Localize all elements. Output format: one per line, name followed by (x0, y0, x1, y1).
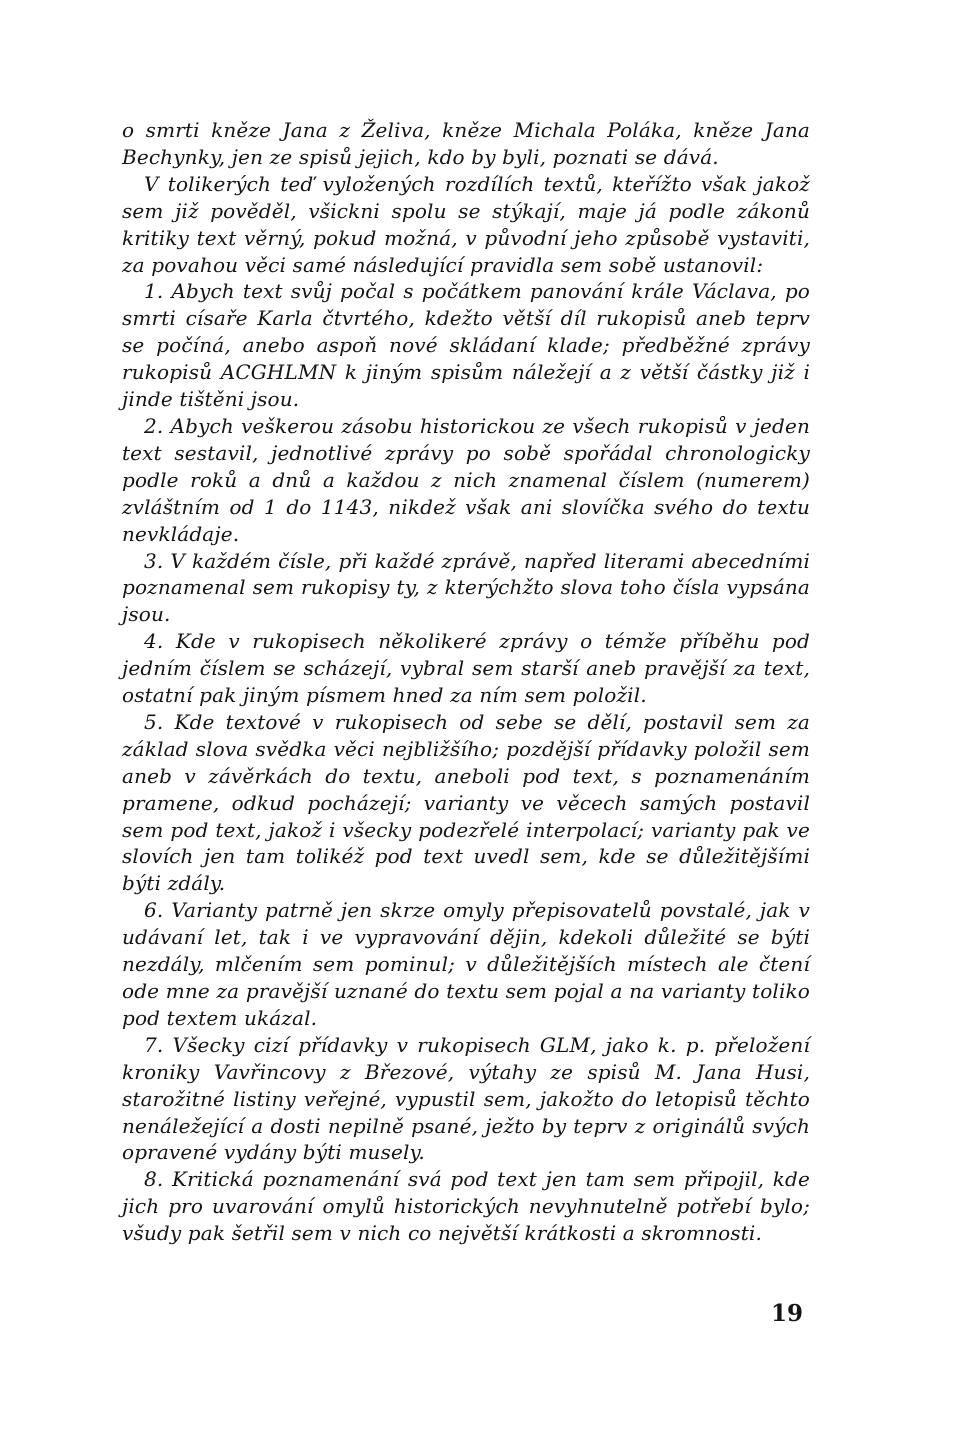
rule-5: 5. Kde textové v rukopisech od sebe se dělí, postavil sem za základ slova svědka věci nejbližšího; pozdější přídavky položil sem aneb v závěrkách do textu, aneboli pod text, s poznamenáním pramene, odkud pocházejí; varianty ve věcech samých postavil sem pod text, jakož i všecky podezřelé interpolací; varianty pak ve slovích jen tam tolikéž pod text uvedl sem, kde se důležitějšími býti zdály. (122, 709, 810, 896)
body-text (122, 117, 810, 1247)
paragraph-continuation: o smrti kněze Jana z Želiva, kněze Michala Poláka, kněze Jana Bechynky, jen ze spisů jejich, kdo by byli, poznati se dává. (122, 118, 810, 169)
rule-6: 6. Varianty patrně jen skrze omyly přepisovatelů povstalé, jak v udávaní let, tak i ve vypravování dějin, kdekoli důležité se býti nezdály, mlčením sem pominul; v důležitějších místech ale čtení ode mne za pravější uznané do textu sem pojal a na varianty toliko pod textem ukázal. (122, 898, 810, 1030)
rule-4: 4. Kde v rukopisech několikeré zprávy o témže příběhu pod jedním číslem se scházejí, vybral sem starší aneb pravější za text, ostatní pak jiným písmem hned za ním sem položil. (122, 629, 810, 708)
page-number: 19 (770, 1300, 803, 1327)
rule-2: 2. Abych veškerou zásobu historickou ze všech rukopisů v jeden text sestavil, jednotlivé zprávy po sobě spořádal chronologicky podle roků a dnů a každou z nich znamenal číslem (numerem) zvláštním od 1 do 1143, nikdež však ani slovíčka svého do textu nevkládaje. (122, 413, 810, 546)
paragraph-intro: V tolikerých teď vyložených rozdílích textů, kteřížto však jakož sem již pověděl, všickni spolu se stýkají, maje já podle zákonů kritiky text věrný, pokud možná, v původní jeho způsobě vystaviti, za povahou věci samé následující pravidla sem sobě ustanovil: (122, 171, 810, 277)
rule-3: 3. V každém čísle, při každé zprávě, napřed literami abecedními poznamenal sem rukopisy ty, z kterýchžto slova toho čísla vypsána jsou. (122, 548, 810, 627)
rule-8: 8. Kritická poznamenání svá pod text jen tam sem připojil, kde jich pro uvarování omylů historických nevyhnutelně potřebí bylo; všudy pak šetřil sem v nich co největší krátkosti a skromnosti. (122, 1167, 810, 1246)
rule-1: 1. Abych text svůj počal s počátkem panování krále Václava, po smrti císaře Karla čtvrtého, kdežto větší díl rukopisů aneb teprv se počíná, anebo aspoň nové skládaní klade; předběžné zprávy rukopisů ACGHLMN k jiným spisům náležejí a z větší částky již i jinde tištěni jsou. (122, 279, 810, 412)
rule-7: 7. Všecky cizí přídavky v rukopisech GLM, jako k. p. přeložení kroniky Vavřincovy z Březové, výtahy ze spisů M. Jana Husi, starožitné listiny veřejné, vypustil sem, jakožto do letopisů těchto nenáležející a dosti nepilně psané, ježto by teprv z originálů svých opravené vydány býti musely. (122, 1032, 810, 1165)
